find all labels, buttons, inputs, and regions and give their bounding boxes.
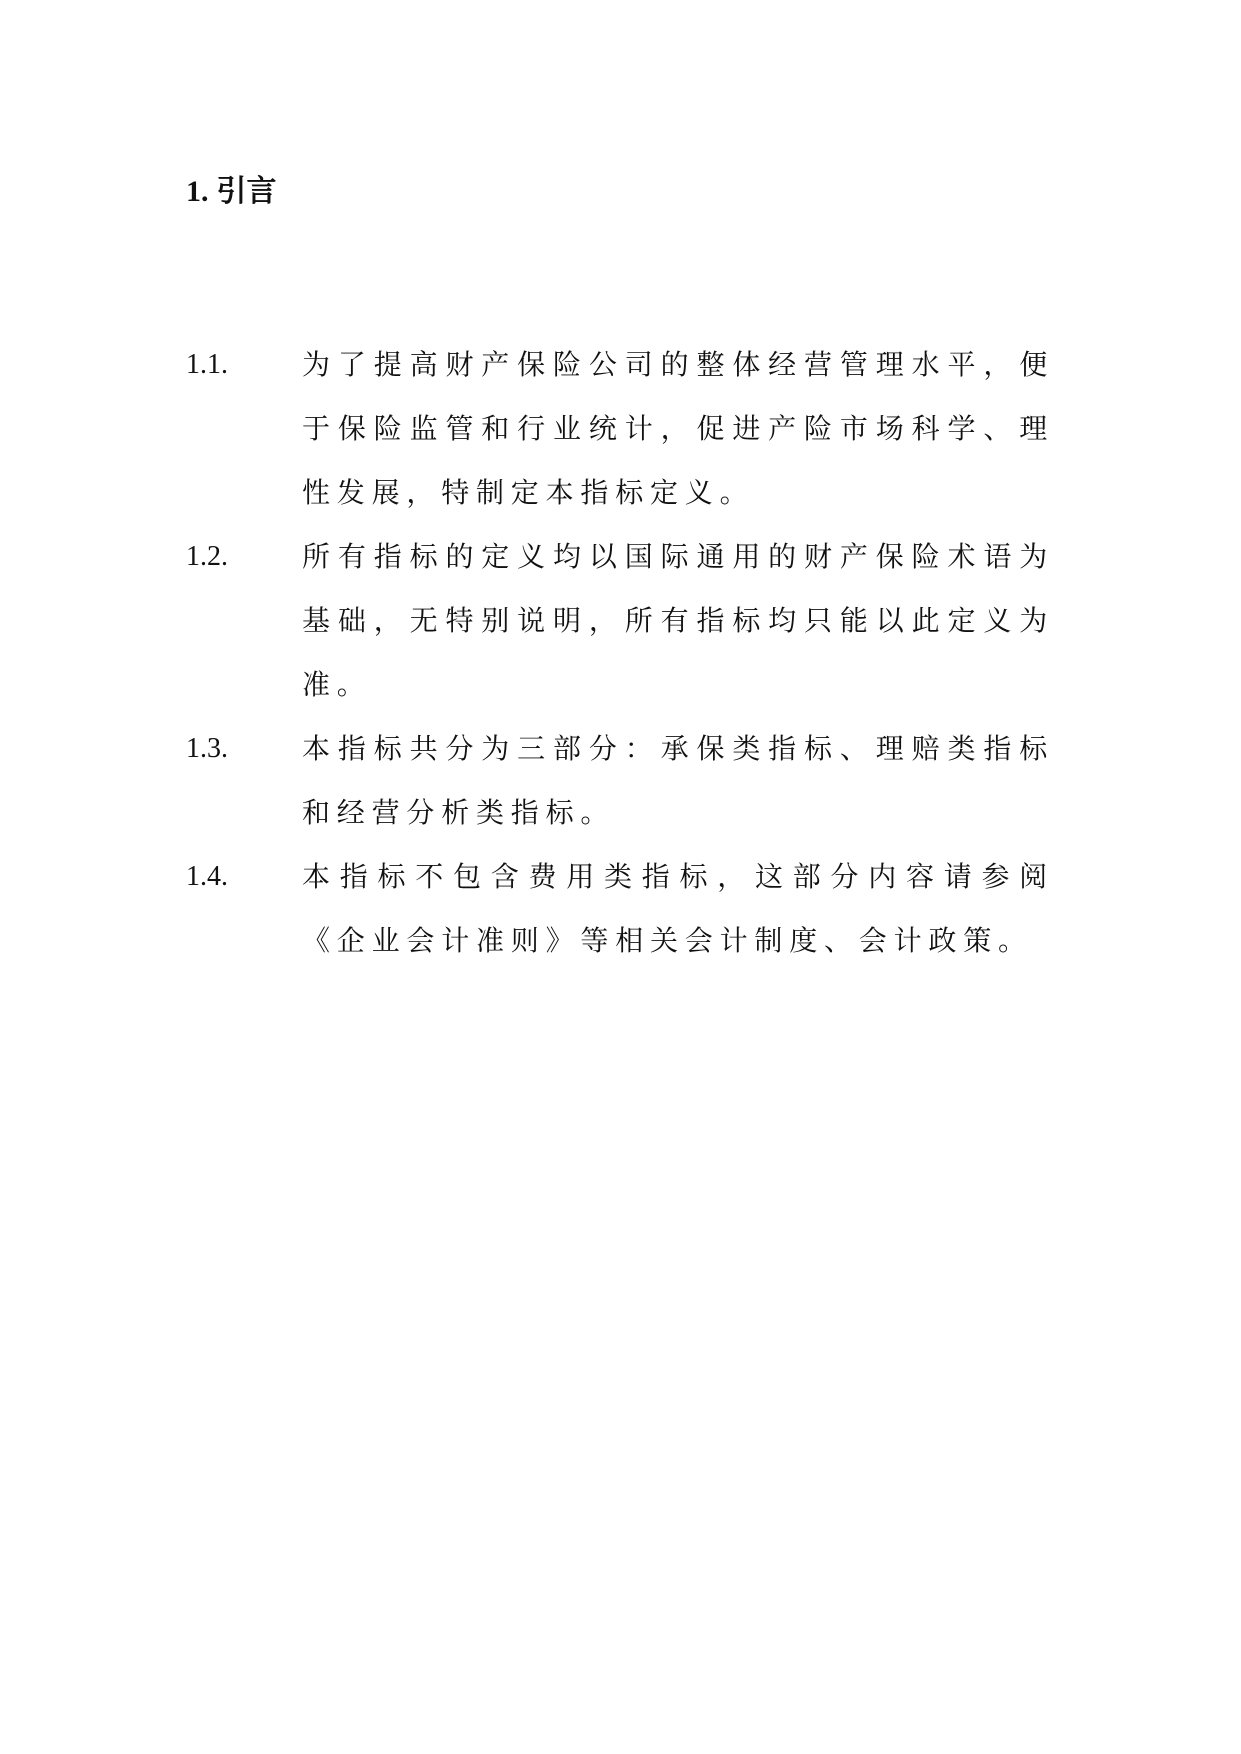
list-item xyxy=(186,717,1056,845)
item-text: 本指标不包含费用类指标，这部分内容请参阅《企业会计准则》等相关会计制度、会计政策。 xyxy=(302,860,1054,957)
item-number: 1.2. xyxy=(186,541,228,572)
section-title: 引言 xyxy=(216,174,277,209)
item-number: 1.1. xyxy=(186,349,228,380)
list-item xyxy=(186,845,1056,973)
section-heading xyxy=(186,170,277,214)
item-number: 1.4. xyxy=(186,861,228,892)
list-item xyxy=(186,333,1056,525)
item-text: 所有指标的定义均以国际通用的财产保险术语为基础，无特别说明，所有指标均只能以此定义为准。 xyxy=(302,540,1054,701)
numbered-list xyxy=(186,333,1056,973)
item-text: 本指标共分为三部分：承保类指标、理赔类指标和经营分析类指标。 xyxy=(302,732,1054,829)
section-number: 1. xyxy=(186,175,209,208)
item-number: 1.3. xyxy=(186,733,228,764)
list-item xyxy=(186,525,1056,717)
item-text: 为了提高财产保险公司的整体经营管理水平，便于保险监管和行业统计，促进产险市场科学、理性发展，特制定本指标定义。 xyxy=(302,348,1054,509)
